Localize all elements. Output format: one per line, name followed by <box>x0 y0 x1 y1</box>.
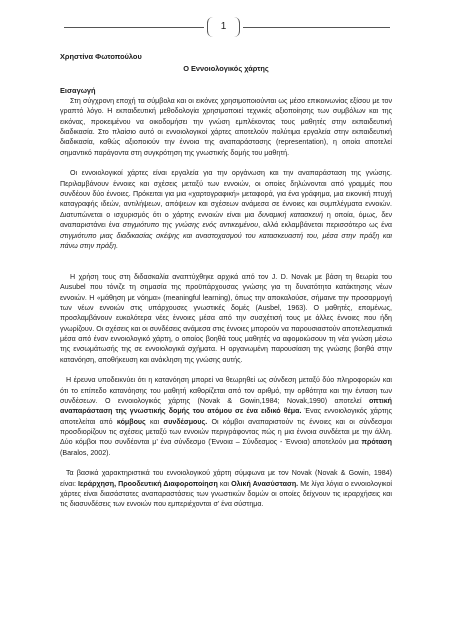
document-body <box>60 52 392 510</box>
bold-run: Ολική Ανασύσταση. <box>231 479 299 488</box>
header-rule-left <box>64 27 204 28</box>
italic-run: στιγμιότυπο της γνώσης ενός αντικειμένου <box>122 221 259 230</box>
text-run: , αλλά εκλαμβάνεται περισσότερο ως ένα <box>258 221 392 230</box>
text-run: Με λίγα λόγια ο εννοιολογικοί χάρτες είναι διασάστατες αναπαραστάσεις των γνωστικών δομών οι οποίες δείχνουν τις ιεραρχήσεις και τις διασυνδέσεις των εννοιών που εμπεριέχονται σ’ ένα σύστημα. <box>60 479 392 509</box>
text-run: η οποία, όμως, δεν αναπαριστάνει ένα <box>60 210 392 230</box>
paragraph-research <box>60 375 392 458</box>
text-run: Οι εννοιολογικοί χάρτες είναι εργαλεία για την οργάνωση και την αναπαράσταση της γνώσης. Περιλαμβάνουν έννοιες και σχέσεις μεταξύ των εννοιών, οι οποίες δηλώνονται από γραμμές που συνδέουν δύο έννοιες. Πρόκειται για μια «χαρτογραφική» μεταφορά, για ένα γράφημα, μια εικονική πτυχή καταγραφής ιδεών, αντιλήψεων, απόψεων και σχέσεων ανάμεσα σε έννοιες και συμπλέγματα εννοιών. Διατυπώνεται ο ισχυρισμός ότι ο χάρτης εννοιών είναι μια <box>60 169 392 219</box>
italic-run: στιγμιότυπο μιας διαδικασίας σκέψης και αναστοχασμού του κατασκευαστή του, μέσα στην πράξη και πάνω στην πράξη. <box>60 231 392 250</box>
text-run: Ένας εννοιολογικός χάρτης αποτελείται από <box>60 407 392 426</box>
text-run: Οι κόμβοι αναπαριστούν τις έννοιες και οι σύνδεσμοι προσδιορίζουν τις σχέσεις μεταξύ των εννοιών περιγράφοντας πώς η μια έννοια συνδέεται με την άλλη. Δύο κόμβοι που συνδέονται μ’ ένα σύνδεσμο (Έννοια – Σύνδεσμος - Έννοια) αποτελούν μια <box>60 417 392 447</box>
page-number: 1 <box>207 17 240 37</box>
text-run: και <box>217 479 232 488</box>
header-rule-right <box>243 27 390 28</box>
paragraph-concept-maps <box>60 168 392 251</box>
section-heading-intro: Εισαγωγή <box>60 85 96 95</box>
text-run: (Baralos, 2002). <box>60 448 111 457</box>
bold-run: οπτική αναπαράσταση της γνωστικής δομής του ατόμου σε ένα ειδικό θέμα. <box>60 397 392 416</box>
text-run: Τα βασικά χαρακτηριστικά του εννοιολογικού χάρτη σύμφωνα με τον Novak (Novak & Gowin, 1984) είναι: <box>60 469 392 488</box>
bold-run: Ιεράρχηση, Προοδευτική Διαφοροποίηση <box>78 479 218 488</box>
bold-run: συνδέσμους. <box>163 417 208 426</box>
text-run: και <box>145 417 164 426</box>
paragraph-novak-ausubel: Η χρήση τους στη διδασκαλία αναπτύχθηκε αρχικά από τον J. D. Novak με βάση τη θεωρία του Ausubel που τόνιζε τη σημασία της προϋπάρχουσας γνώσης για τη δυνατότητα κατάκτησης νέων εννοιών. Η «μάθηση με νόημα» (meaningful learning), όπως την αποκαλούσε, σήμαινε την προσαρμογή των νέων εννοιών στις υπάρχουσες γνωστικές δομές (Ausbel, 1963). Ο μαθητές, επομένως, προσλαμβάνουν ευκολότερα νέες έννοιες μέσα από την συσχέτισή τους με άλλες έννοιες που ήδη γνωρίζουν. Οι σχέσεις και οι συνδέσεις ανάμεσα στις έννοιες μπορούν να παρουσιαστούν αποτελεσματικά μέσα από έναν εννοιολογικό χάρτη, ο οποίος βοηθά τους μαθητές να αφομοιώσουν τη νέα γνώση μέσω της ενσωμάτωσής της σε εννοιολογικά σχήματα. Η οργανωμένη παρουσίαση της γνώσης βοηθά στην κατανόηση, αποθήκευση και ανάκληση της γνώσης αυτής. <box>60 272 392 364</box>
bold-run: πρόταση <box>361 438 392 447</box>
text-run: Η έρευνα υποδεικνύει ότι η κατανόηση μπορεί να θεωρηθεί ως σύνδεση μεταξύ δύο πληροφοριών και ότι το επίπεδο κατανόησης του μαθητή καθορίζεται από τον αριθμό, την ορθότητα και την ένταση των συνδέσεων. Ο εννοιολογικός χάρτης (Novak & Gowin,1984; Novak,1990) αποτελεί <box>60 376 392 405</box>
bold-run: κόμβους <box>116 417 146 426</box>
paragraph-characteristics <box>60 468 392 509</box>
author-name: Χρηστίνα Φωτοπούλου <box>60 52 142 61</box>
italic-run: δυναμική κατασκευή <box>258 210 324 219</box>
paragraph-intro: Στη σύγχρονη εποχή τα σύμβολα και οι εικόνες χρησιμοποιούνται ως μέσο επικοινωνίας εξίσου με τον γραπτό λόγο. Η εκπαιδευτική μεθοδολογία χρησιμοποιεί τεχνικές αξιοποίησης των συμβόλων και της εικόνας, προκειμένου να οικοδομήσει την γνώση εμπλέκοντας τους μαθητές στην εκπαιδευτική διαδικασία. Στο πλαίσιο αυτό οι εννοιολογικοί χάρτες αποτελούν πολύτιμα εργαλεία στην εκπαιδευτική διαδικασία, καθώς αξιοποιούν την έννοια της αναπαράστασης (representation), η οποία αποτελεί σημαντικό παράγοντα στη συγκρότηση της γνωστικής δομής του μαθητή. <box>60 97 392 157</box>
document-title: Ο Εννοιολογικός χάρτης <box>183 64 269 74</box>
